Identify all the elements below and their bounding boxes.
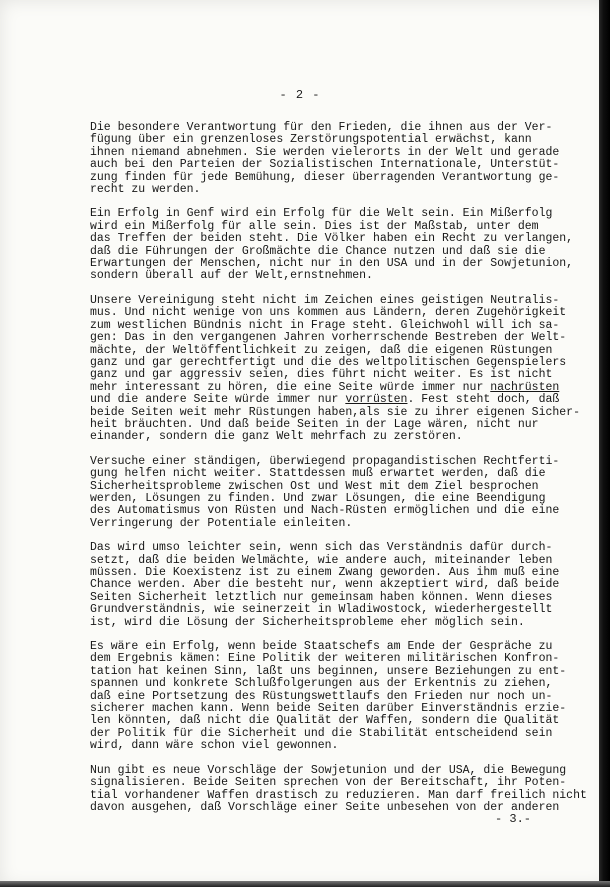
text-line: Ein Erfolg in Genf wird ein Erfolg für die Welt sein. Ein Mißerfolg — [90, 207, 553, 221]
text-line: daß eine Portsetzung des Rüstungswettlaufs den Frieden nur noch un- — [90, 689, 553, 703]
text-line: wird, dann wäre schon viel gewonnen. — [90, 739, 339, 753]
paragraph — [90, 542, 590, 629]
text-line: Sicherheitsprobleme zwischen Ost und West mit dem Ziel besprochen — [90, 479, 539, 493]
text-line: gen: Das in den vergangenen Jahren vorherrschende Bestreben der Welt- — [90, 331, 567, 345]
text-line: len könnten, daß nicht die Qualität der Waffen, sondern die Qualität — [90, 714, 560, 728]
text-line: davon ausgehen, daß Vorschläge einer Seite unbesehen von der anderen — [90, 800, 560, 814]
paragraph — [90, 295, 590, 444]
text-line: der Politik für die Sicherheit und die Stabilität entscheidend sein — [90, 726, 553, 740]
text-line: dem Ergebnis kämen: Eine Politik der weiteren militärischen Konfron- — [90, 652, 560, 666]
text-line: Unsere Vereinigung steht nicht im Zeichen eines geistigen Neutralis- — [90, 293, 560, 307]
text-line: zung finden für jede Bemühung, dieser überragenden Verantwortung ge- — [90, 170, 560, 184]
text-line: Erwartungen der Menschen, nicht nur in den USA und in der Sowjetunion, — [90, 257, 574, 271]
text-line: Grundverständnis, wie seinerzeit in Wladiwostock, wiederhergestellt — [90, 603, 553, 617]
paragraph — [90, 765, 590, 815]
text-line: sicherer machen kann. Wenn beide Seiten darüber Einverständnis erzie- — [90, 702, 567, 716]
text-line: zum westlichen Bündnis nicht in Frage steht. Gleichwohl will ich sa- — [90, 318, 560, 332]
page-number: - 2 - — [279, 88, 321, 102]
text-line: signalisieren. Beide Seiten sprechen von der Bereitschaft, ihr Poten- — [90, 776, 567, 790]
paragraph — [90, 456, 590, 530]
text-line: ihnen niemand abnehmen. Sie werden vielerorts in der Welt und gerade — [90, 145, 560, 159]
next-page-marker: - 3.- — [495, 812, 532, 826]
text-line: beide Seiten weit mehr Rüstungen haben,als sie zu ihrer eigenen Sicher- — [90, 405, 580, 419]
text-line: sondern überall auf der Welt,ernstnehmen. — [90, 269, 373, 283]
text-line: spannen und konkrete Schlußfolgerungen aus der Erkentnis zu ziehen, — [90, 677, 553, 691]
paragraph — [90, 208, 590, 282]
text-line: Seiten Sicherheit letztlich nur gemeinsam haben können. Wenn dieses — [90, 590, 553, 604]
text-line: gung helfen nicht weiter. Stattdessen muß erwartet werden, daß die — [90, 467, 546, 481]
text-line: auch bei den Parteien der Sozialistischen Internationale, Unterstüt- — [90, 158, 560, 172]
text-line: heit bräuchten. Und daß beide Seiten in der Lage wären, nicht nur — [90, 417, 539, 431]
text-line: ganz und gar gerechtfertigt und die des weltpolitischen Gegenspielers — [90, 355, 567, 369]
text-line: Chance werden. Aber die besteht nur, wenn akzeptiert wird, daß beide — [90, 578, 560, 592]
text-line: tation hat keinen Sinn, laßt uns beginnen, unsere Beziehungen zu ent- — [90, 664, 567, 678]
text-line: Es wäre ein Erfolg, wenn beide Staatschefs am Ende der Gespräche zu — [90, 640, 553, 654]
underlined-word: vorrüsten — [345, 393, 408, 407]
text-line: mehr interessant zu hören, die eine Seite würde immer nur nachrüsten — [90, 380, 560, 394]
text-line: wird ein Mißerfolg für alle sein. Dies ist der Maßstab, unter dem — [90, 219, 539, 233]
text-line: daß die Führungen der Großmächte die Chance nutzen und daß sie die — [90, 244, 546, 258]
text-line: und die andere Seite würde immer nur vorrüsten. Fest steht doch, daß — [90, 393, 560, 407]
text-line: recht zu werden. — [90, 183, 201, 197]
text-line: ist, wird die Lösung der Sicherheitsprobleme eher möglich sein. — [90, 615, 525, 629]
text-line: ganz und gar aggressiv seien, dies führt nicht weiter. Es ist nicht — [90, 368, 553, 382]
text-line: des Automatismus von Rüsten und Nach-Rüsten ermöglichen und die eine — [90, 504, 560, 518]
text-line: werden, Lösungen zu finden. Und zwar Lösungen, die eine Beendigung — [90, 491, 546, 505]
text-line: Nun gibt es neue Vorschläge der Sowjetunion und der USA, die Bewegung — [90, 763, 567, 777]
text-line: Verringerung der Potentiale einleiten. — [90, 516, 353, 530]
text-line: Das wird umso leichter sein, wenn sich das Verständnis dafür durch- — [90, 541, 553, 555]
text-line: mächte, der Weltöffentlichkeit zu zeigen, daß die eigenen Rüstungen — [90, 343, 553, 357]
scan-edge-right — [599, 0, 610, 887]
text-line: das Treffen der beiden steht. Die Völker haben ein Recht zu verlangen, — [90, 232, 574, 246]
text-line: tial vorhandener Waffen drastisch zu reduzieren. Man darf freilich nicht — [90, 788, 587, 802]
scan-edge-bottom — [0, 881, 610, 887]
text-line: Die besondere Verantwortung für den Frieden, die ihnen aus der Ver- — [90, 121, 553, 134]
body-text — [90, 122, 590, 826]
text-line: Versuche einer ständigen, überwiegend propagandistischen Rechtferti- — [90, 454, 560, 468]
text-line: fügung über ein grenzenloses Zerstörungspotential erwächst, kann — [90, 133, 532, 147]
paragraph — [90, 641, 590, 753]
text-line: müssen. Die Koexistenz ist zu einem Zwang geworden. Aus ihm muß eine — [90, 566, 560, 579]
text-line: mus. Und nicht wenige von uns kommen aus Ländern, deren Zugehörigkeit — [90, 306, 567, 320]
paragraph — [90, 122, 590, 196]
text-line: einander, sondern die ganz Welt mehrfach zu zerstören. — [90, 430, 463, 444]
text-line: setzt, daß die beiden Welmächte, wie andere auch, miteinander leben — [90, 553, 553, 567]
underlined-word: nachrüsten — [490, 380, 560, 394]
